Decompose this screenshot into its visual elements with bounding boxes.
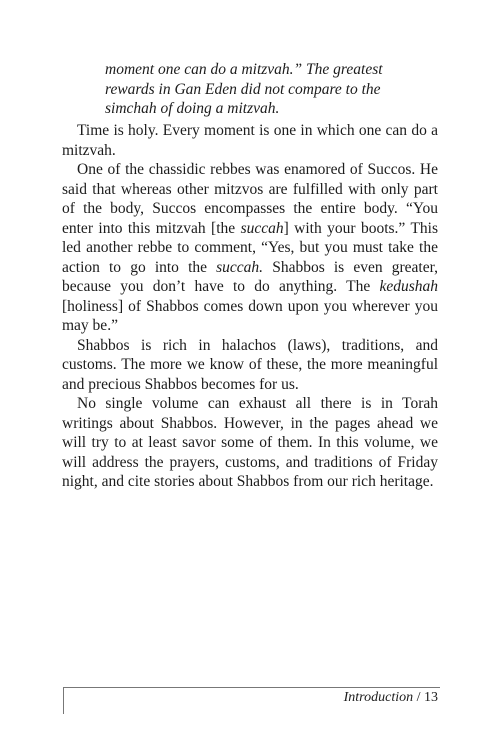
paragraph xyxy=(62,336,438,395)
text-run: One of the chassidic rebbes was enamored of Succos. He said that whereas other mitzvos are fulfilled with only part of the body, Succos encompasses the entire body. “You enter into this mitzvah [the xyxy=(62,161,438,237)
paragraph xyxy=(62,121,438,160)
italic-term: succah. xyxy=(216,258,264,276)
running-foot-separator: / xyxy=(413,690,424,705)
running-foot xyxy=(344,689,438,707)
running-foot-title: Introduction xyxy=(343,690,414,705)
text-run: Shabbos is rich in halachos (laws), traditions, and customs. The more we know of these, the more meaningful and precious Shabbos becomes for us. xyxy=(62,336,438,393)
text-run: ] with your boots.” This led another rebbe to comment, “Yes, but you must take the action to go into the xyxy=(62,219,438,276)
italic-term: kedushah xyxy=(379,278,438,295)
paragraph xyxy=(62,394,438,492)
footer-rule-vertical xyxy=(63,687,64,714)
text-run: Shabbos is even greater, because you don’t have to do anything. The xyxy=(62,258,438,295)
text-run: No single volume can exhaust all there is in Torah writings about Shabbos. However, in the pages ahead we will try to at least savor some of them. In this volume, we will address the prayers, customs, and traditions of Friday night, and cite stories about Shabbos from our rich heritage. xyxy=(62,395,438,490)
text-run: Time is holy. Every moment is one in which one can do a mitzvah. xyxy=(62,122,438,159)
footer-rule xyxy=(63,687,440,688)
block-quote: moment one can do a mitzvah.” The greatest rewards in Gan Eden did not compare to the simchah of doing a mitzvah. xyxy=(105,61,383,117)
italic-term: succah xyxy=(240,219,284,237)
page-number: 13 xyxy=(424,690,438,705)
text-run: [holiness] of Shabbos comes down upon you wherever you may be.” xyxy=(62,297,438,334)
paragraph xyxy=(62,160,438,336)
body-text xyxy=(62,121,438,492)
